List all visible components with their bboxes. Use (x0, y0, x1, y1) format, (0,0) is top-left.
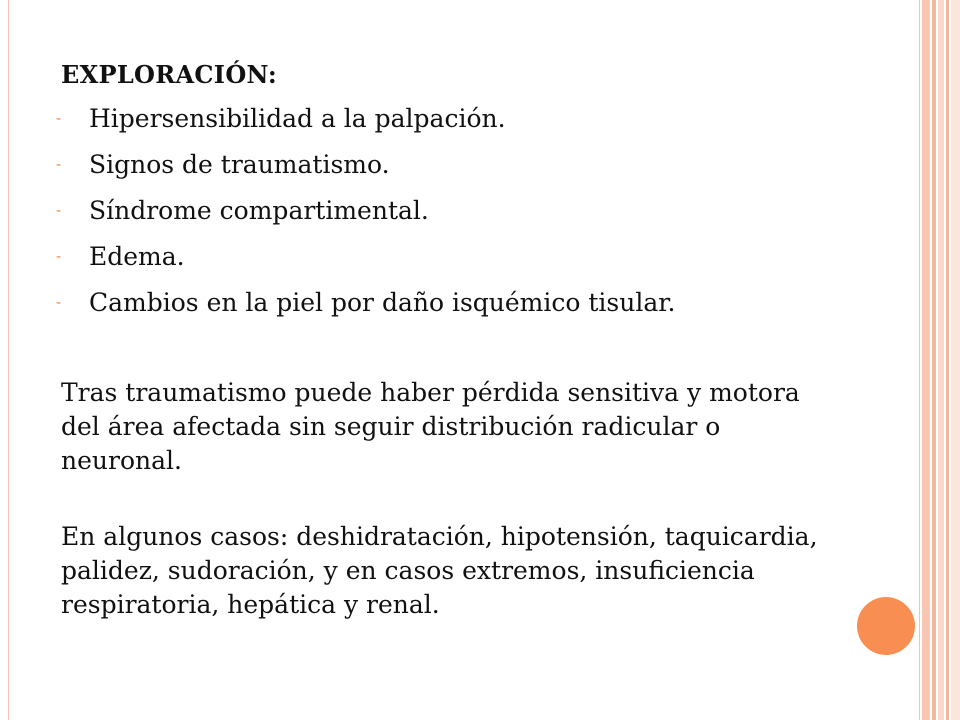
decorative-band (946, 0, 949, 720)
paragraph-trauma: Tras traumatismo puede haber pérdida sensitiva y motora del área afectada sin seguir distribución radicular o neuronal. (61, 378, 800, 475)
bullet-text: Cambios en la piel por daño isquémico tisular. (89, 288, 676, 317)
bullet-item (56, 240, 841, 286)
slide-heading: EXPLORACIÓN: (61, 60, 278, 89)
decorative-band (938, 0, 944, 720)
bullet-dash-icon: - (56, 157, 62, 173)
bullet-item (56, 194, 841, 240)
bullet-text: Signos de traumatismo. (89, 150, 390, 179)
bullet-dash-icon: - (56, 249, 62, 265)
bullet-text: Síndrome compartimental. (89, 196, 429, 225)
bullet-item (56, 286, 841, 332)
bullet-text: Edema. (89, 242, 185, 271)
bullet-item (56, 148, 841, 194)
bullet-dash-icon: - (56, 203, 62, 219)
decorative-band (951, 0, 960, 720)
decorative-band (932, 0, 936, 720)
slide-content (56, 58, 841, 622)
bullet-item (56, 102, 841, 148)
decorative-band (922, 0, 930, 720)
bullet-text: Hipersensibilidad a la palpación. (89, 104, 506, 133)
paragraph-cases: En algunos casos: deshidratación, hipotensión, taquicardia, palidez, sudoración, y en casos extremos, insuficiencia respiratoria, hepática y renal. (61, 522, 818, 619)
bullet-list (56, 102, 841, 332)
accent-circle-icon (857, 597, 915, 655)
bullet-dash-icon: - (56, 111, 62, 127)
bullet-dash-icon: - (56, 295, 62, 311)
